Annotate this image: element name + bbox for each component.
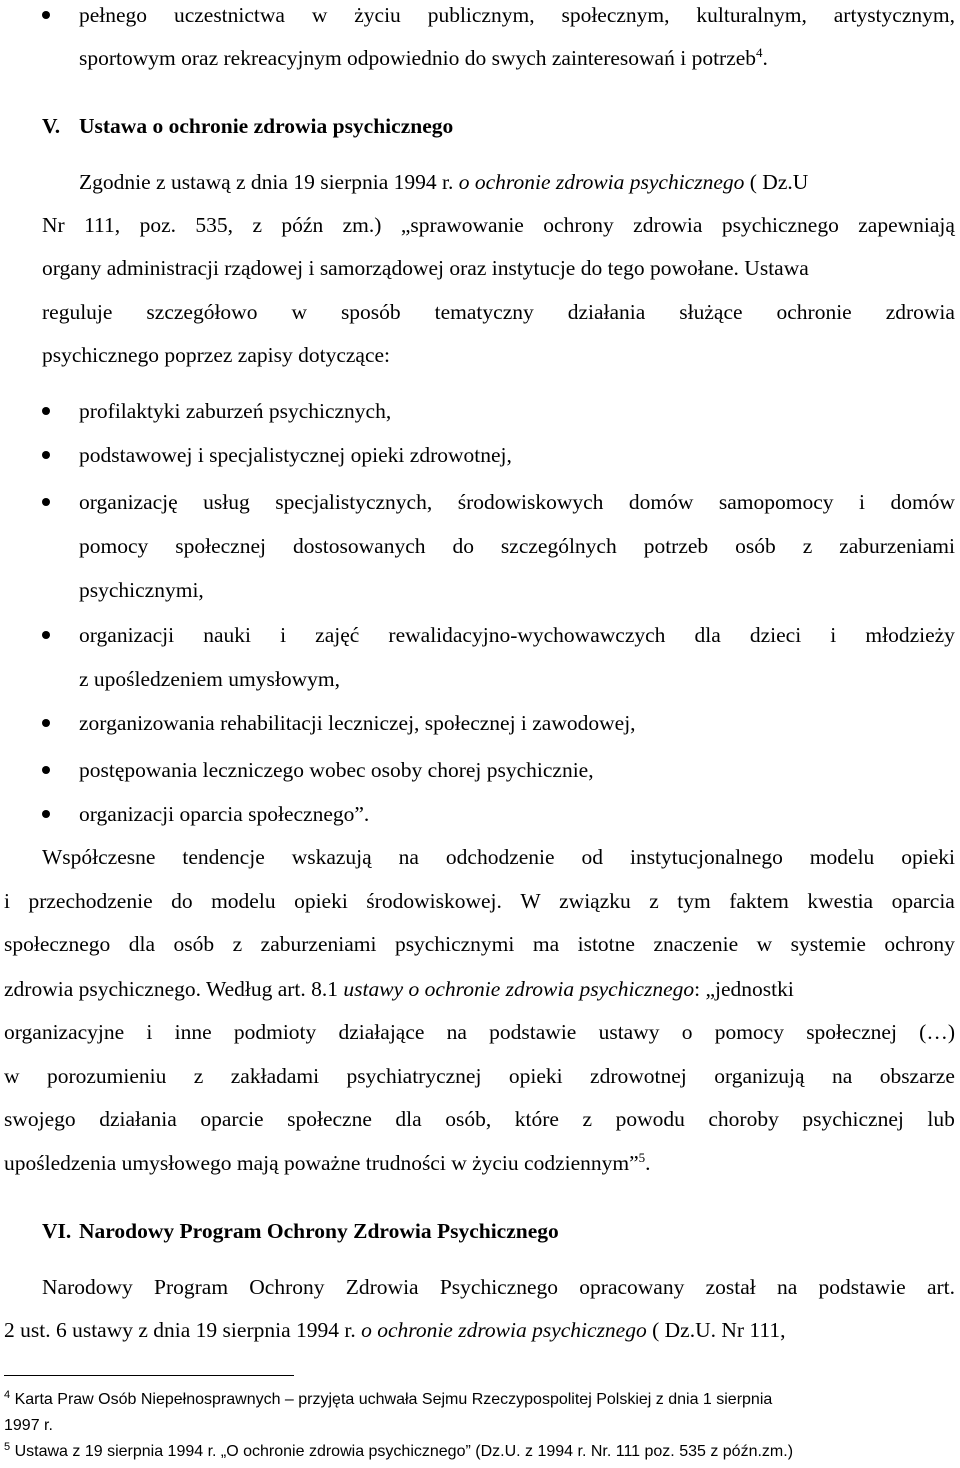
- paragraph-line: w porozumieniu z zakładami psychiatrycznej opieki zdrowotnej organizują na obszarze: [4, 1064, 955, 1088]
- footnote-5: $^5$ Ustawa z 19 sierpnia 1994 r. „O ochronie zdrowia psychicznego” (Dz.U. z 1994 r. Nr. 111 poz. 535 z późn.zm.): [4, 1441, 794, 1460]
- bullet-text-line: sportowym oraz rekreacyjnym odpowiednio do swych zainteresowań i potrzeb$^4$.: [79, 45, 768, 70]
- section-heading: [42, 1219, 559, 1243]
- act-title: ustawy o ochronie zdrowia psychicznego: [343, 977, 695, 1001]
- bullet-icon: [42, 407, 50, 415]
- bullet-icon: [42, 451, 50, 459]
- bullet-icon: [42, 498, 50, 506]
- bullet-text-line: pełnego uczestnictwa w życiu publicznym, społecznym, kulturalnym, artystycznym,: [79, 3, 955, 27]
- paragraph-line: reguluje szczegółowo w sposób tematyczny działania służące ochronie zdrowia: [42, 300, 955, 324]
- section-title: Narodowy Program Ochrony Zdrowia Psychicznego: [79, 1219, 559, 1243]
- section-heading: [42, 114, 454, 138]
- section-number: VI.: [42, 1219, 72, 1243]
- footnote-4-continued: 1997 r.: [4, 1417, 53, 1434]
- paragraph-line: Nr 111, poz. 535, z późn zm.) „sprawowanie ochrony zdrowia psychicznego zapewniają: [42, 213, 955, 237]
- act-title: o ochronie zdrowia psychicznego: [361, 1318, 647, 1342]
- footnote-ref-5[interactable]: 5: [638, 1150, 646, 1165]
- footnote-4: $^4$ Karta Praw Osób Niepełnosprawnych – przyjęta uchwała Sejmu Rzeczypospolitej Polskiej z dnia 1 sierpnia: [4, 1389, 773, 1408]
- act-title: o ochronie zdrowia psychicznego: [458, 170, 745, 194]
- footnote-separator: [4, 1375, 294, 1376]
- bullet-icon: [42, 766, 50, 774]
- list-item: postępowania leczniczego wobec osoby chorej psychicznie,: [79, 758, 594, 782]
- list-item: psychicznymi,: [79, 578, 204, 602]
- list-item: organizację usług specjalistycznych, środowiskowych domów samopomocy i domów: [79, 490, 955, 514]
- list-item: organizacji nauki i zajęć rewalidacyjno-wychowawczych dla dzieci i młodzieży: [79, 623, 955, 647]
- paragraph-line: i przechodzenie do modelu opieki środowiskowej. W związku z tym faktem kwestia oparcia: [4, 889, 955, 913]
- paragraph-line: Zgodnie z ustawą z dnia 19 sierpnia 1994 r. o ochronie zdrowia psychicznego ( Dz.U: [79, 170, 809, 194]
- paragraph-line: 2 ust. 6 ustawy z dnia 19 sierpnia 1994 r. o ochronie zdrowia psychicznego ( Dz.U. Nr 111,: [4, 1318, 786, 1342]
- bullet-icon: [42, 631, 50, 639]
- paragraph-line: upośledzenia umysłowego mają poważne trudności w życiu codziennym”$^5$.: [4, 1150, 651, 1175]
- paragraph-line: organizacyjne i inne podmioty działające na podstawie ustawy o pomocy społecznej (…): [4, 1020, 955, 1044]
- section-number: V.: [42, 114, 61, 138]
- list-item: pomocy społecznej dostosowanych do szczególnych potrzeb osób z zaburzeniami: [79, 534, 955, 558]
- paragraph-line: organy administracji rządowej i samorządowej oraz instytucje do tego powołane. Ustawa: [42, 256, 809, 280]
- paragraph-line: Współczesne tendencje wskazują na odchodzenie od instytucjonalnego modelu opieki: [42, 845, 955, 869]
- paragraph-line: psychicznego poprzez zapisy dotyczące:: [42, 343, 391, 367]
- list-item: profilaktyki zaburzeń psychicznych,: [79, 399, 392, 423]
- list-item: organizacji oparcia społecznego”.: [79, 802, 370, 826]
- list-item: z upośledzeniem umysłowym,: [79, 667, 340, 691]
- footnote-ref-4[interactable]: 4: [756, 45, 763, 60]
- paragraph-line: Narodowy Program Ochrony Zdrowia Psychicznego opracowany został na podstawie art.: [42, 1275, 955, 1299]
- paragraph-line: swojego działania oparcie społeczne dla osób, które z powodu choroby psychicznej lub: [4, 1107, 955, 1131]
- bullet-icon: [42, 719, 50, 727]
- section-title: Ustawa o ochronie zdrowia psychicznego: [79, 114, 454, 138]
- bullet-icon: [42, 810, 50, 818]
- bullet-icon: [42, 11, 50, 19]
- list-item: zorganizowania rehabilitacji leczniczej, społecznej i zawodowej,: [79, 711, 636, 735]
- paragraph-line: zdrowia psychicznego. Według art. 8.1 ustawy o ochronie zdrowia psychicznego: „jednostki: [4, 977, 794, 1001]
- list-item: podstawowej i specjalistycznej opieki zdrowotnej,: [79, 443, 512, 467]
- paragraph-line: społecznego dla osób z zaburzeniami psychicznymi ma istotne znaczenie w systemie ochrony: [4, 932, 955, 956]
